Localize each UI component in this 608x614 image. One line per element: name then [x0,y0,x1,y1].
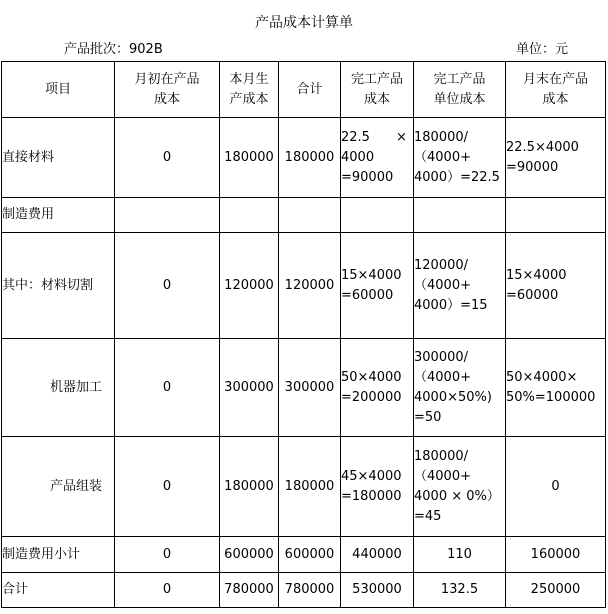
header-current-cost: 本月生 产成本 [220,62,279,118]
unit-cost-cell: 300000/ （4000+ 4000×50%) =50 [414,339,506,437]
closing-cell: 50×4000× 50%=100000 [506,339,606,437]
table-row-manufacturing-overhead [2,198,606,233]
current-cell: 300000 [220,339,279,437]
unit-cost-cell: 110 [414,537,506,573]
unit-cost-cell: 180000/ （4000+ 4000）=22.5 [414,118,506,198]
header-total: 合计 [279,62,341,118]
table-row-overhead-subtotal [2,537,606,573]
table-row-direct-material [2,118,606,198]
batch-label: 产品批次：902B [64,42,163,57]
unit-cost-cell: 180000/ （4000+ 4000 × 0%） =45 [414,437,506,537]
finished-cell: 22.5 × 4000 =90000 [341,118,414,198]
current-cell: 180000 [220,437,279,537]
opening-cell: 0 [115,339,220,437]
row-label: 产品组装 [2,437,115,537]
opening-cell: 0 [115,118,220,198]
closing-cell: 0 [506,437,606,537]
table-row-grand-total [2,573,606,608]
header-closing-wip: 月末在产品 成本 [506,62,606,118]
finished-cell: 45×4000 =180000 [341,437,414,537]
finished-cell: 50×4000 =200000 [341,339,414,437]
current-cell: 780000 [220,573,279,608]
finished-cell: 530000 [341,573,414,608]
header-row [2,62,606,118]
row-label: 制造费用 [2,198,115,233]
header-unit-cost: 完工产品 单位成本 [414,62,506,118]
table-row-material-cutting [2,233,606,339]
closing-cell: 22.5×4000 =90000 [506,118,606,198]
finished-cell [341,198,414,233]
unit-cost-cell: 120000/ （4000+ 4000）=15 [414,233,506,339]
total-cell: 780000 [279,573,341,608]
closing-cell: 160000 [506,537,606,573]
table-row-machining [2,339,606,437]
opening-cell: 0 [115,537,220,573]
current-cell: 180000 [220,118,279,198]
document-title: 产品成本计算单 [255,15,353,31]
total-cell: 180000 [279,118,341,198]
opening-cell: 0 [115,437,220,537]
opening-cell: 0 [115,233,220,339]
row-label: 直接材料 [2,118,115,198]
header-item: 项目 [2,62,115,118]
table-row-assembly [2,437,606,537]
row-label: 制造费用小计 [2,537,115,573]
opening-cell: 0 [115,573,220,608]
finished-cell: 15×4000 =60000 [341,233,414,339]
row-label: 其中：材料切割 [2,233,115,339]
row-label: 机器加工 [2,339,115,437]
total-cell: 300000 [279,339,341,437]
closing-cell [506,198,606,233]
row-label: 合计 [2,573,115,608]
current-cell: 600000 [220,537,279,573]
header-opening-wip: 月初在产品 成本 [115,62,220,118]
total-cell: 120000 [279,233,341,339]
finished-cell: 440000 [341,537,414,573]
unit-label: 单位：元 [516,42,569,57]
total-cell [279,198,341,233]
cost-calculation-table [1,61,606,608]
unit-cost-cell: 132.5 [414,573,506,608]
unit-cost-cell [414,198,506,233]
closing-cell: 15×4000 =60000 [506,233,606,339]
closing-cell: 250000 [506,573,606,608]
current-cell: 120000 [220,233,279,339]
opening-cell [115,198,220,233]
total-cell: 600000 [279,537,341,573]
header-finished-cost: 完工产品 成本 [341,62,414,118]
total-cell: 180000 [279,437,341,537]
current-cell [220,198,279,233]
